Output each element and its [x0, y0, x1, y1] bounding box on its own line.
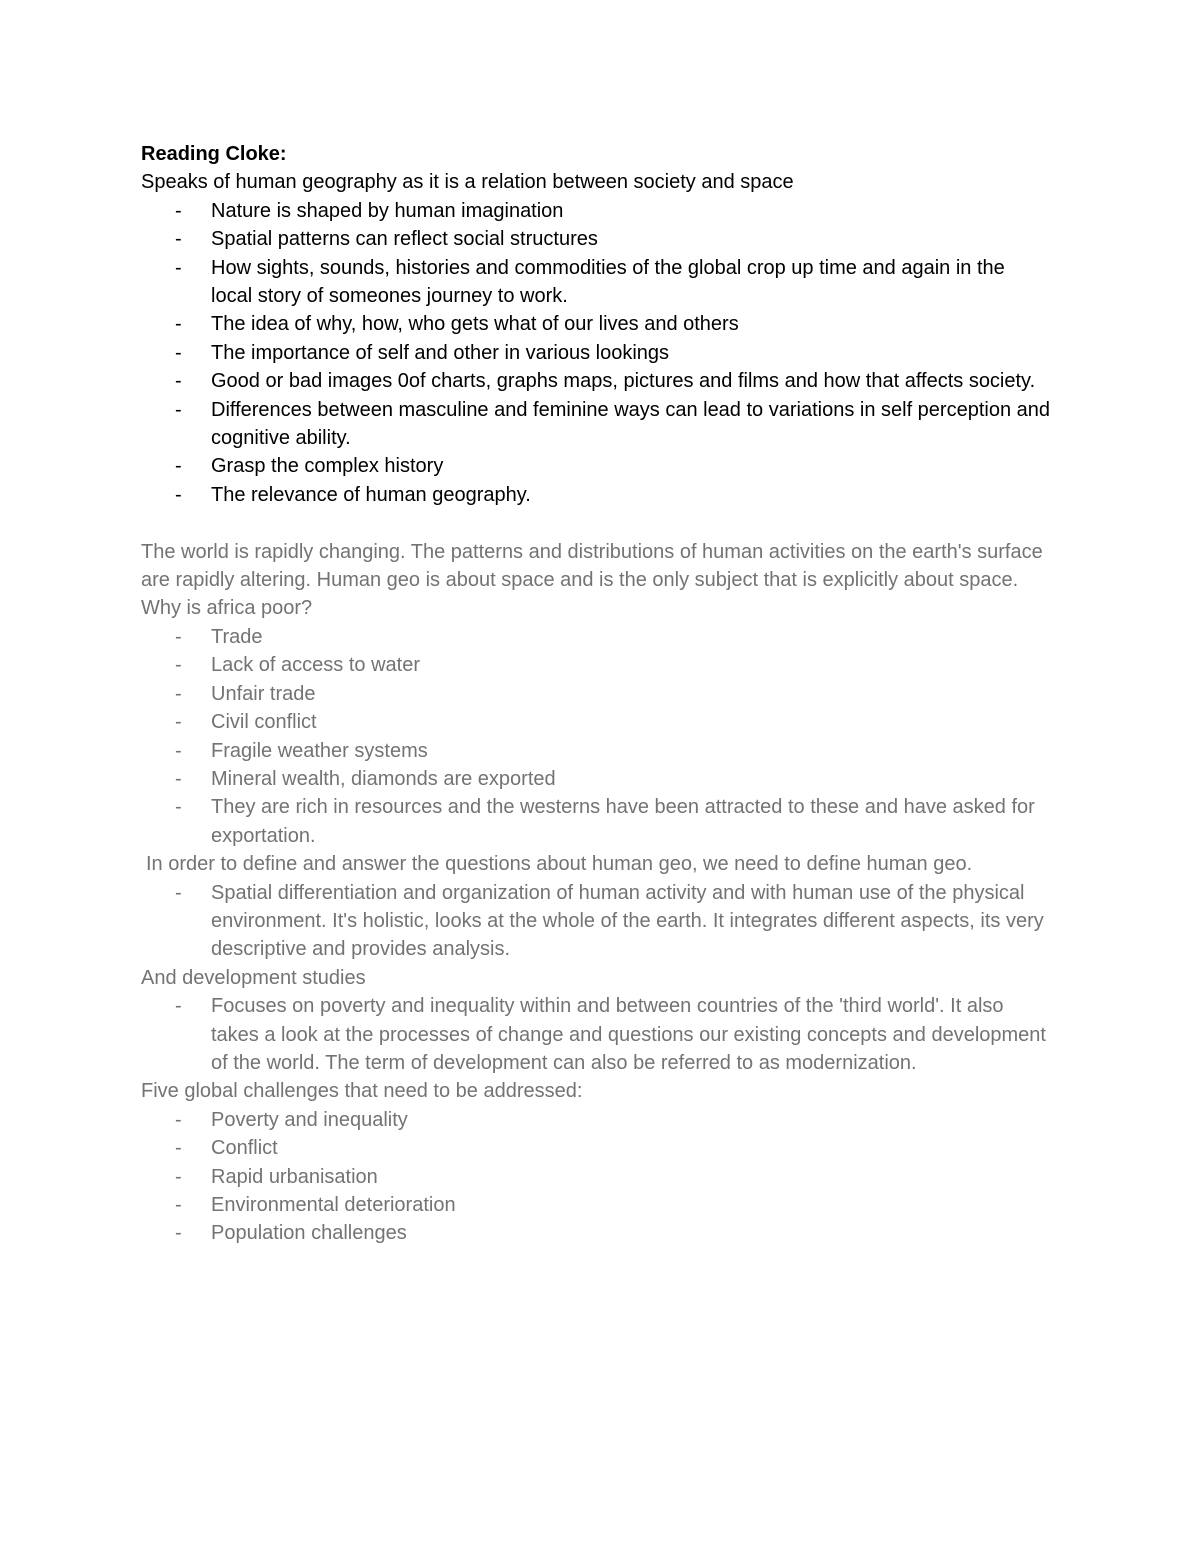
dash-bullet: - [175, 767, 182, 790]
dash-bullet: - [175, 625, 182, 648]
dash-bullet: - [175, 682, 182, 705]
dev-studies-line: And development studies [141, 966, 366, 989]
dash-bullet: - [175, 370, 182, 393]
list-item: - Grasp the complex history [141, 452, 1051, 480]
dash-bullet: - [175, 483, 182, 506]
cloke-list [141, 197, 1051, 509]
list-item: - Differences between masculine and feminine ways can lead to variations in self perception and cognitive ability. [141, 396, 1051, 453]
dash-bullet: - [175, 398, 182, 421]
list-item: - Poverty and inequality [141, 1106, 1051, 1134]
challenges-list [141, 1106, 1051, 1248]
africa-reasons-list [141, 623, 1051, 850]
africa-question: Why is africa poor? [141, 597, 313, 620]
list-item: - Nature is shaped by human imagination [141, 197, 1051, 225]
dash-bullet: - [175, 881, 182, 904]
list-item: - They are rich in resources and the westerns have been attracted to these and have asked for exportation. [141, 793, 1051, 850]
list-item: - Civil conflict [141, 708, 1051, 736]
define-list [141, 879, 1051, 964]
list-item: - The idea of why, how, who gets what of our lives and others [141, 310, 1051, 338]
list-item: - How sights, sounds, histories and commodities of the global crop up time and again in the local story of someones journey to work. [141, 254, 1051, 311]
dev-studies-list [141, 992, 1051, 1077]
define-line: In order to define and answer the questions about human geo, we need to define human geo. [146, 853, 973, 876]
dash-bullet: - [175, 1108, 182, 1131]
dash-bullet: - [175, 1137, 182, 1160]
list-item: - Unfair trade [141, 680, 1051, 708]
challenges-line: Five global challenges that need to be addressed: [141, 1080, 583, 1103]
document-page [141, 140, 1051, 1248]
dash-bullet: - [175, 711, 182, 734]
dash-bullet: - [175, 341, 182, 364]
list-item: - The importance of self and other in various lookings [141, 339, 1051, 367]
list-item: - Lack of access to water [141, 651, 1051, 679]
list-item: - Mineral wealth, diamonds are exported [141, 765, 1051, 793]
list-item: - Conflict [141, 1134, 1051, 1162]
list-item: - Focuses on poverty and inequality within and between countries of the 'third world'. It also takes a look at the processes of change and questions our existing concepts and development of the world. The term of development can also be referred to as modernization. [141, 992, 1051, 1077]
dash-bullet: - [175, 995, 182, 1018]
dash-bullet: - [175, 199, 182, 222]
list-item: - Spatial patterns can reflect social structures [141, 225, 1051, 253]
dash-bullet: - [175, 654, 182, 677]
dash-bullet: - [175, 1194, 182, 1217]
dash-bullet: - [175, 796, 182, 819]
dash-bullet: - [175, 455, 182, 478]
list-item: - Environmental deterioration [141, 1191, 1051, 1219]
dash-bullet: - [175, 1222, 182, 1245]
list-item: - Spatial differentiation and organization of human activity and with human use of the physical environment. It's holistic, looks at the whole of the earth. It integrates different aspects, its very descriptive and provides analysis. [141, 879, 1051, 964]
dash-bullet: - [175, 739, 182, 762]
list-item: - Fragile weather systems [141, 737, 1051, 765]
intro-line: Speaks of human geography as it is a relation between society and space [141, 171, 794, 194]
dash-bullet: - [175, 313, 182, 336]
dash-bullet: - [175, 1165, 182, 1188]
dash-bullet: - [175, 256, 182, 279]
list-item: - The relevance of human geography. [141, 481, 1051, 509]
dash-bullet: - [175, 228, 182, 251]
section-heading: Reading Cloke: [141, 143, 287, 165]
list-item: - Rapid urbanisation [141, 1163, 1051, 1191]
world-paragraph: The world is rapidly changing. The patterns and distributions of human activities on the earth's surface are rapidly altering. Human geo is about space and is the only subject that is explicitly about space. [141, 540, 1043, 592]
list-item: - Population challenges [141, 1219, 1051, 1247]
list-item: - Good or bad images 0of charts, graphs maps, pictures and films and how that affects society. [141, 367, 1051, 395]
blank-line [141, 509, 1051, 537]
list-item: - Trade [141, 623, 1051, 651]
